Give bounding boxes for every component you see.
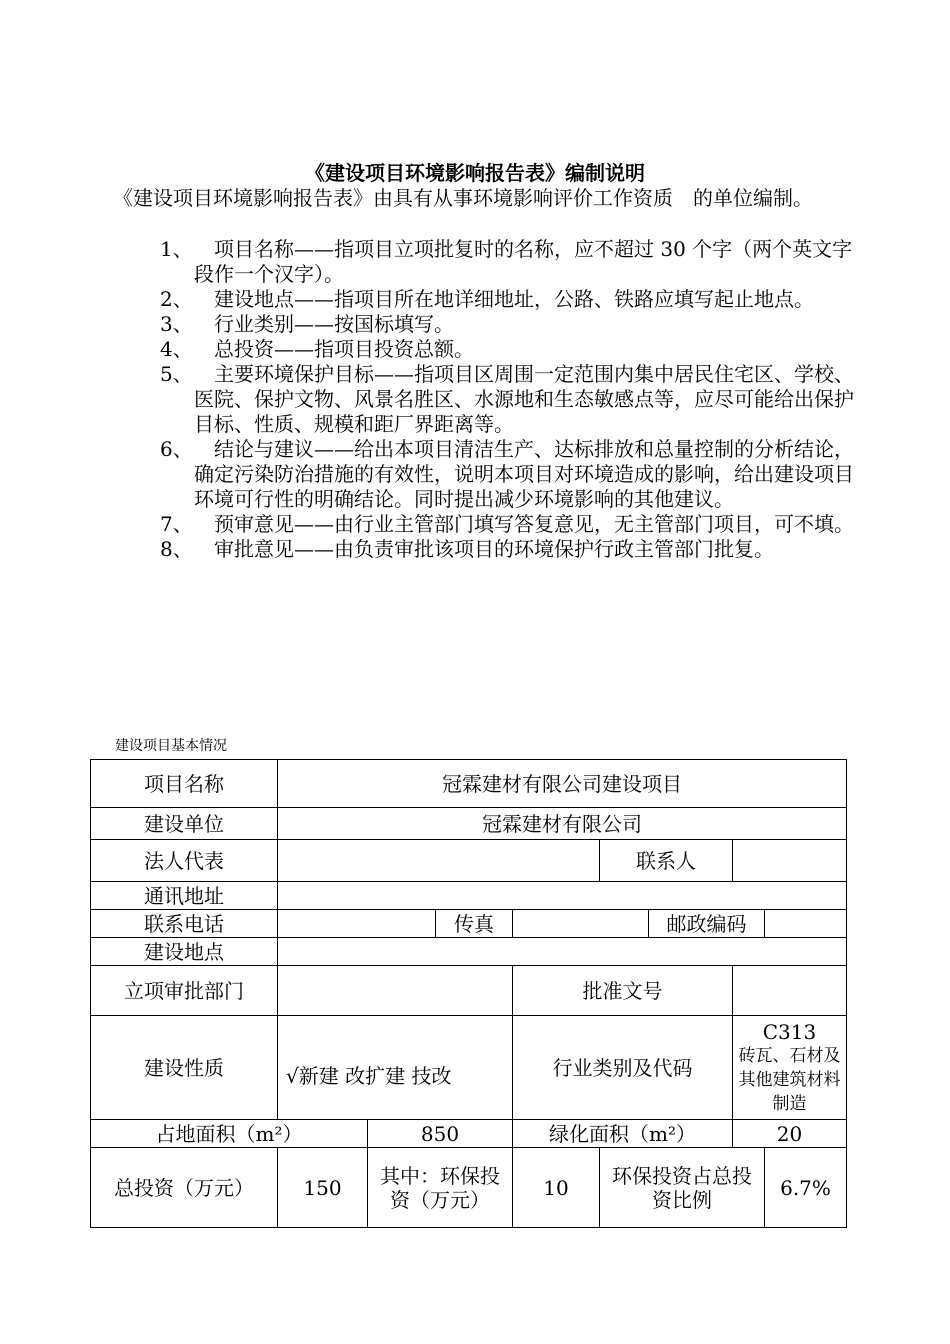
item-text: 总投资——指项目投资总额。 xyxy=(214,337,474,361)
list-item xyxy=(160,362,856,437)
project-name-label: 项目名称 xyxy=(91,760,278,808)
table-row xyxy=(91,1016,847,1120)
green-value[interactable]: 20 xyxy=(733,1120,847,1148)
industry-label: 行业类别及代码 xyxy=(513,1016,733,1120)
fax-label: 传真 xyxy=(436,910,513,938)
item-text: 预审意见——由行业主管部门填写答复意见，无主管部门项目，可不填。 xyxy=(214,512,854,536)
approval-no-value[interactable] xyxy=(733,966,847,1016)
instruction-list xyxy=(160,237,856,562)
table-row xyxy=(91,910,847,938)
legal-rep-label: 法人代表 xyxy=(91,840,278,882)
item-number: 8、 xyxy=(160,537,193,561)
env-invest-label: 其中：环保投资（万元） xyxy=(368,1148,513,1228)
address-value[interactable] xyxy=(278,882,847,910)
site-label: 建设地点 xyxy=(91,938,278,966)
project-name-value[interactable]: 冠霖建材有限公司建设项目 xyxy=(278,760,847,808)
doc-title: 《建设项目环境影响报告表》编制说明 xyxy=(305,161,645,185)
approval-no-label: 批准文号 xyxy=(513,966,733,1016)
postcode-value[interactable] xyxy=(765,910,847,938)
project-info-table xyxy=(90,759,847,1228)
phone-value[interactable] xyxy=(278,910,436,938)
list-item xyxy=(160,237,856,287)
item-text: 项目名称——指项目立项批复时的名称，应不超过 30 个字（两个英文字段作一个汉字）。 xyxy=(194,237,853,286)
item-text: 行业类别——按国标填写。 xyxy=(214,312,454,336)
contact-value[interactable] xyxy=(733,840,847,882)
nature-label: 建设性质 xyxy=(91,1016,278,1120)
ratio-label: 环保投资占总投资比例 xyxy=(600,1148,765,1228)
approval-dept-value[interactable] xyxy=(278,966,513,1016)
item-number: 7、 xyxy=(160,512,193,536)
list-item xyxy=(160,337,856,362)
table-caption: 建设项目基本情况 xyxy=(115,738,227,754)
table-row xyxy=(91,966,847,1016)
table-row xyxy=(91,938,847,966)
table-row xyxy=(91,1148,847,1228)
item-text: 结论与建议——给出本项目清洁生产、达标排放和总量控制的分析结论，确定污染防治措施的有效性，说明本项目对环境造成的影响，给出建设项目环境可行性的明确结论。同时提出减少环境影响的其他建议。 xyxy=(194,437,854,511)
area-value[interactable]: 850 xyxy=(368,1120,513,1148)
site-value[interactable] xyxy=(278,938,847,966)
item-number: 4、 xyxy=(160,337,193,361)
item-number: 5、 xyxy=(160,362,193,386)
industry-cell xyxy=(733,1016,847,1120)
invest-label: 总投资（万元） xyxy=(91,1148,278,1228)
nature-value[interactable]: √新建 改扩建 技改 xyxy=(278,1016,513,1120)
builder-label: 建设单位 xyxy=(91,808,278,840)
ratio-value[interactable]: 6.7% xyxy=(765,1148,847,1228)
approval-dept-label: 立项审批部门 xyxy=(91,966,278,1016)
item-number: 1、 xyxy=(160,237,193,261)
doc-intro: 《建设项目环境影响报告表》由具有从事环境影响评价工作资质 的单位编制。 xyxy=(113,186,813,210)
builder-value[interactable]: 冠霖建材有限公司 xyxy=(278,808,847,840)
fax-value[interactable] xyxy=(513,910,649,938)
item-number: 3、 xyxy=(160,312,193,336)
phone-label: 联系电话 xyxy=(91,910,278,938)
industry-desc: 砖瓦、石材及其他建筑材料制造 xyxy=(738,1045,841,1114)
contact-label: 联系人 xyxy=(600,840,733,882)
item-text: 建设地点——指项目所在地详细地址，公路、铁路应填写起止地点。 xyxy=(214,287,814,311)
invest-value[interactable]: 150 xyxy=(278,1148,368,1228)
table-row xyxy=(91,840,847,882)
postcode-label: 邮政编码 xyxy=(649,910,765,938)
list-item xyxy=(160,312,856,337)
legal-rep-value[interactable] xyxy=(278,840,600,882)
address-label: 通讯地址 xyxy=(91,882,278,910)
item-number: 2、 xyxy=(160,287,193,311)
table-row xyxy=(91,760,847,808)
table-row xyxy=(91,882,847,910)
item-text: 主要环境保护目标——指项目区周围一定范围内集中居民住宅区、学校、医院、保护文物、风景名胜区、水源地和生态敏感点等，应尽可能给出保护目标、性质、规模和距厂界距离等。 xyxy=(194,362,854,436)
list-item xyxy=(160,437,856,512)
green-label: 绿化面积（m²） xyxy=(513,1120,733,1148)
list-item xyxy=(160,512,856,537)
item-number: 6、 xyxy=(160,437,193,461)
list-item xyxy=(160,537,856,562)
table-row xyxy=(91,808,847,840)
item-text: 审批意见——由负责审批该项目的环境保护行政主管部门批复。 xyxy=(214,537,774,561)
list-item xyxy=(160,287,856,312)
table-row xyxy=(91,1120,847,1148)
env-invest-value[interactable]: 10 xyxy=(513,1148,600,1228)
area-label: 占地面积（m²） xyxy=(91,1120,368,1148)
industry-code: C313 xyxy=(762,1019,817,1044)
